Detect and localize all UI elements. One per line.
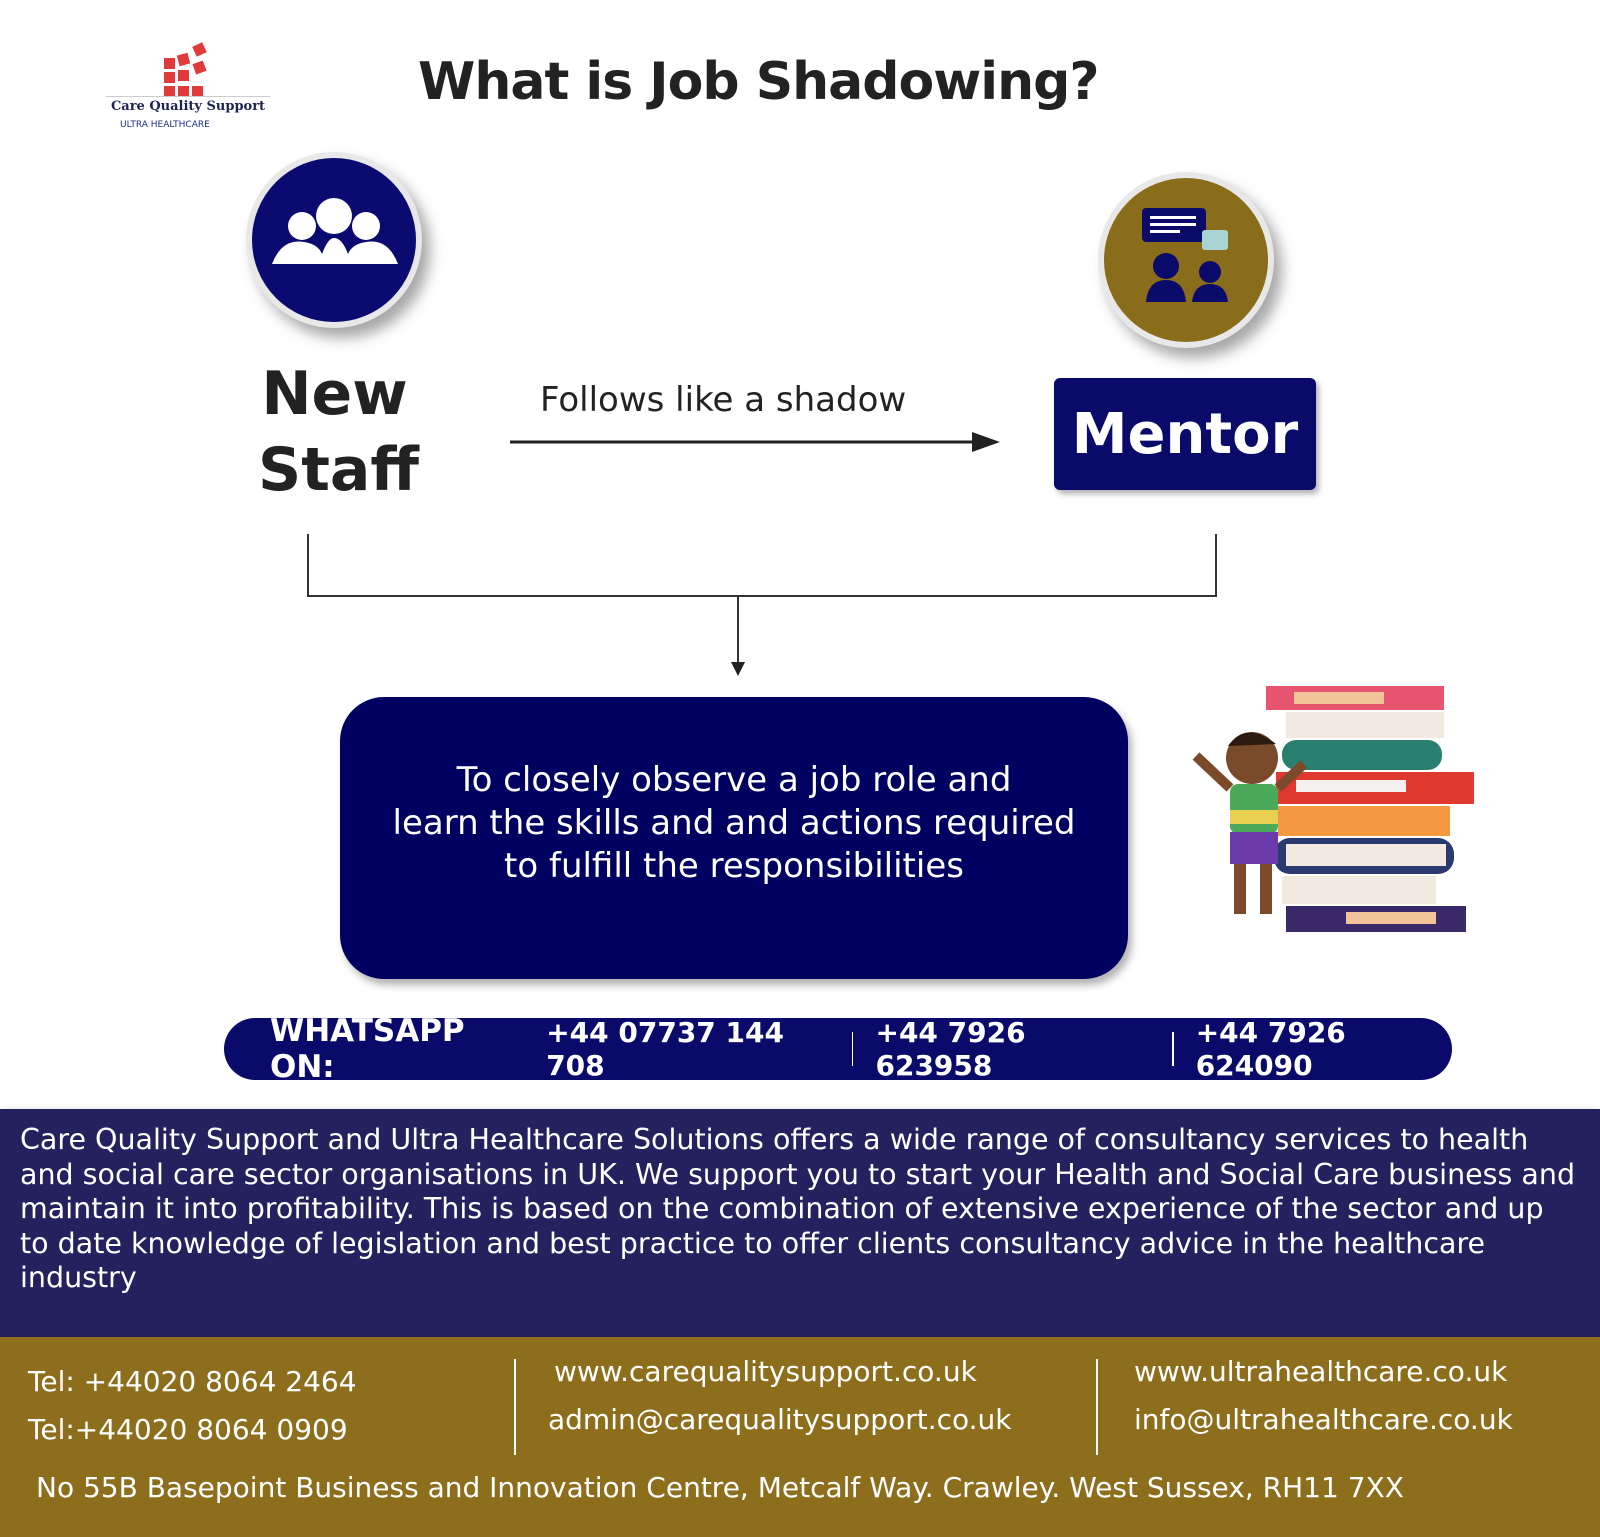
page-title: What is Job Shadowing?: [418, 52, 1099, 112]
child-with-books-illustration: [1186, 680, 1476, 955]
email-link-ultra[interactable]: info@ultrahealthcare.co.uk: [1134, 1403, 1513, 1436]
arrow-right-icon: [510, 432, 1000, 452]
divider: [1096, 1359, 1098, 1455]
address: No 55B Basepoint Business and Innovation Centre, Metcalf Way. Crawley. West Sussex, RH11 7XX: [36, 1471, 1404, 1504]
definition-line: to fulfill the responsibilities: [504, 846, 964, 886]
website-link-ultra[interactable]: www.ultrahealthcare.co.uk: [1134, 1355, 1508, 1388]
company-logo: [106, 36, 270, 148]
whatsapp-number[interactable]: +44 07737 144 708: [546, 1016, 784, 1082]
divider: [514, 1359, 516, 1455]
divider: [1172, 1032, 1174, 1066]
mentor-conversation-icon: [1098, 172, 1274, 348]
mentor-box: Mentor: [1054, 378, 1316, 490]
whatsapp-number[interactable]: +44 7926 623958: [875, 1016, 1026, 1082]
relation-label: Follows like a shadow: [540, 380, 907, 420]
whatsapp-bar: [224, 1013, 1452, 1085]
email-link-cqs[interactable]: admin@carequalitysupport.co.uk: [548, 1403, 1012, 1436]
logo-subtext: ULTRA HEALTHCARE: [120, 120, 210, 130]
new-staff-line2: Staff: [258, 435, 419, 505]
footer: [0, 1337, 1600, 1537]
website-link-cqs[interactable]: www.carequalitysupport.co.uk: [554, 1355, 977, 1388]
connector-arrow: [306, 534, 1220, 678]
logo-squares-icon: [164, 44, 208, 90]
whatsapp-number[interactable]: +44 7926 624090: [1195, 1016, 1346, 1082]
definition-line: learn the skills and and actions required: [392, 803, 1076, 843]
new-staff-label: [250, 356, 419, 508]
definition-line: To closely observe a job role and: [456, 760, 1012, 800]
phone-1[interactable]: Tel: +44020 8064 2464: [28, 1365, 357, 1398]
group-icon: [246, 152, 422, 328]
divider: [852, 1032, 854, 1066]
whatsapp-label: WHATSAPP ON:: [270, 1013, 465, 1085]
new-staff-line1: New: [261, 359, 408, 429]
about-text: Care Quality Support and Ultra Healthcare Solutions offers a wide range of consultancy services to health and social care sector organisations in UK. We support you to start your Health and Social Care business and maintain it into profitability. This is based on the combination of extensive experience of the sector and up to date knowledge of legislation and best practice to offer clients consultancy advice in the healthcare industry: [0, 1109, 1600, 1337]
definition-box: [340, 697, 1128, 979]
logo-text: Care Quality Support: [106, 96, 270, 114]
phone-2[interactable]: Tel:+44020 8064 0909: [28, 1413, 348, 1446]
